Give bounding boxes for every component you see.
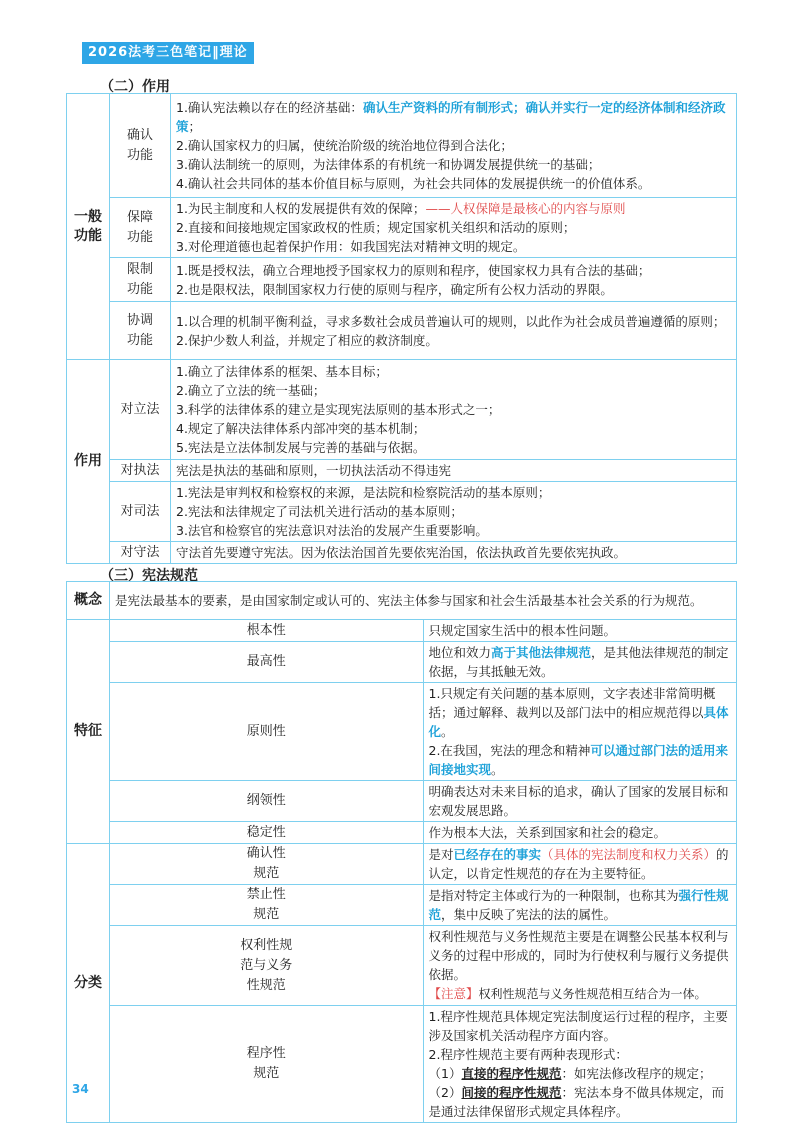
content-cell [423,642,737,683]
content-cell [171,482,737,542]
text-run: 是对 [428,847,454,862]
norms-table [66,581,737,1123]
text-run: ，是其他法律规范的制定依据，与其抵触无效。 [428,645,729,679]
text-run: 守法首先要遵守宪法。因为依法治国首先要依宪治国，依法执政首先要依宪执政。 [176,545,627,560]
text-run: 宪法是执法的基础和原则，一切执法活动不得违宪 [176,463,452,478]
content-line [176,312,731,331]
header-badge: 2026法考三色笔记‖理论 [82,42,254,64]
content-line [176,218,731,237]
table-row [67,781,737,822]
content-line [176,502,731,521]
content-line [176,461,731,480]
content-line [429,621,732,640]
text-run: 权利性规范与义务性规范主要是在调整公民基本权利与义务的过程中形成的，同时为行使权利与履行义务提供依据。 [428,929,729,982]
subcategory-cell: 对立法 [110,360,171,460]
content-line [176,521,731,540]
content-cell [171,460,737,482]
section-title-function: （二）作用 [100,79,170,95]
text-run: ：如宪法修改程序的规定； [561,1066,712,1081]
text-run: 3.科学的法律体系的建立是实现宪法原则的基本形式之一； [176,402,501,417]
subcategory-cell: 对守法 [110,542,171,564]
table-row [67,198,737,258]
content-line [176,483,731,502]
content-cell [423,781,737,822]
general-function-category-cell: 一般 功能 [67,94,110,360]
table-row [67,642,737,683]
text-run: 明确表达对未来目标的追求，确认了国家的发展目标和宏观发展思路。 [428,784,729,818]
concept-category-cell: 概念 [67,582,110,620]
subcategory-cell: 原则性 [110,683,424,781]
table-row [67,542,737,564]
text-run: 2.直接和间接地规定国家政权的性质；规定国家机关组织和活动的原则； [176,220,576,235]
content-cell [171,94,737,198]
text-run: 1.程序性规范具体规定宪法制度运行过程的程序，主要涉及国家机关活动程序方面内容。 [428,1009,728,1043]
highlight-text: （具体的宪法制度和权力关系） [541,847,717,862]
text-run: ，集中反映了宪法的法的属性。 [441,907,617,922]
content-cell [423,844,737,885]
content-line [176,261,731,280]
subcategory-cell: 禁止性 规范 [110,885,424,926]
content-line [176,237,731,256]
text-run: 2.确认国家权力的归属，使统治阶级的统治地位得到合法化； [176,138,513,153]
text-run: 1.宪法是审判权和检察权的来源，是法院和检察院活动的基本原则； [176,485,551,500]
highlight-text: 间接的程序性规范 [461,1085,562,1100]
subcategory-cell: 协调 功能 [110,302,171,360]
page-number: 34 [72,1082,89,1096]
text-run: 2.程序性规范主要有两种表现形式： [428,1047,628,1062]
subcategory-cell: 对执法 [110,460,171,482]
content-line [176,400,731,419]
text-run: 的认定，以肯定性规范的存在为主要特征。 [428,847,729,881]
table-row [67,683,737,781]
table-row [67,94,737,198]
subcategory-cell: 最高性 [110,642,424,683]
content-line [429,741,732,779]
subcategory-cell: 根本性 [110,620,424,642]
content-line [429,684,732,741]
text-run: 3.确认法制统一的原则，为法律体系的有机统一和协调发展提供统一的基础； [176,157,601,172]
content-line [429,927,732,984]
highlight-text: 直接的程序性规范 [461,1066,562,1081]
text-run: 2.在我国，宪法的理念和精神 [428,743,591,758]
features-category-cell: 特征 [67,620,110,844]
content-line [176,381,731,400]
content-line [176,199,731,218]
function-table [66,93,737,564]
subcategory-cell: 限制 功能 [110,258,171,302]
content-line [429,886,732,924]
content-line [176,438,731,457]
text-run: 2.也是限权法，限制国家权力行使的原则与程序，确定所有公权力活动的界限。 [176,281,613,297]
text-run: 3.对伦理道德也起着保护作用：如我国宪法对精神文明的规定。 [176,239,526,254]
subcategory-cell: 权利性规 范与义务 性规范 [110,926,424,1006]
concept-content-cell: 是宪法最基本的要素，是由国家制定或认可的、宪法主体参与国家和社会生活最基本社会关系的行为规范。 [110,582,737,620]
text-run: 4.规定了解决法律体系内部冲突的基本机制； [176,421,426,436]
subcategory-cell: 稳定性 [110,822,424,844]
text-run: 1.既是授权法，确立合理地授予国家权力的原则和程序，使国家权力具有合法的基础； [176,262,651,278]
content-line [176,543,731,562]
text-run: 1.只规定有关问题的基本原则，文字表述非常简明概括；通过解释、裁判以及部门法中的相应规范得以 [428,686,716,720]
subcategory-cell: 确认 功能 [110,94,171,198]
subcategory-cell: 纲领性 [110,781,424,822]
content-line [429,1064,732,1083]
content-line [429,1083,732,1121]
content-cell [171,542,737,564]
table-row [67,360,737,460]
table-row [67,885,737,926]
table-row [67,482,737,542]
highlight-text: 具体化 [428,705,729,739]
text-run: 2.保护少数人利益，并规定了相应的救济制度。 [176,332,438,348]
highlight-text: ——人权保障是最核心的内容与原则 [425,201,626,216]
content-line [429,1045,732,1064]
table-row [67,460,737,482]
table-row [67,1006,737,1123]
content-line [429,984,732,1004]
highlight-text: 【注意】 [428,986,479,1001]
effect-category-cell: 作用 [67,360,110,564]
text-run: ：宪法本身不做具体规定，而是通过法律保留形式规定具体程序。 [428,1085,724,1119]
subcategory-cell: 对司法 [110,482,171,542]
table-row [67,258,737,302]
text-run: 。 [491,762,504,777]
subcategory-cell: 确认性 规范 [110,844,424,885]
content-line [176,136,731,155]
text-run: 1.为民主制度和人权的发展提供有效的保障； [176,201,426,216]
content-line [429,1007,732,1045]
text-run: （2） [428,1085,462,1100]
content-cell [423,926,737,1006]
highlight-text: 强行性规范 [428,888,729,922]
content-cell [171,258,737,302]
text-run: ； [188,119,202,134]
subcategory-cell: 保障 功能 [110,198,171,258]
content-line [429,782,732,820]
section-title-norms: （三）宪法规范 [100,568,198,584]
content-line [429,643,732,681]
content-cell [423,620,737,642]
text-run: 5.宪法是立法体制发展与完善的基础与依据。 [176,440,426,455]
content-line [176,419,731,438]
content-cell [171,360,737,460]
text-run: 地位和效力 [428,645,492,660]
text-run: 1.确立了法律体系的框架、基本目标； [176,364,388,379]
content-cell [171,198,737,258]
text-run: 2.确立了立法的统一基础； [176,383,326,398]
content-cell [423,885,737,926]
highlight-text: 已经存在的事实 [453,847,542,862]
content-line [429,823,732,842]
highlight-text: 高于其他法律规范 [491,645,592,660]
content-line [176,362,731,381]
classification-category-cell: 分类 [67,844,110,1123]
content-line [429,845,732,883]
text-run: 1.确认宪法赖以存在的经济基础： [176,100,363,115]
content-line [176,98,731,136]
table-row [67,844,737,885]
text-run: 1.以合理的机制平衡利益，寻求多数社会成员普遍认可的规则，以此作为社会成员普遍遵循的原则； [176,313,726,329]
text-run: 作为根本大法，关系到国家和社会的稳定。 [428,825,667,840]
highlight-text: 确认生产资料的所有制形式；确认并实行一定的经济体制和经济政策 [176,100,726,134]
subcategory-cell: 程序性 规范 [110,1006,424,1123]
table-row [67,302,737,360]
content-cell [423,1006,737,1123]
content-line [176,174,731,193]
table-row [67,822,737,844]
text-run: 2.宪法和法律规定了司法机关进行活动的基本原则； [176,504,463,519]
text-run: 是指对特定主体或行为的一种限制，也称其为 [428,888,679,903]
content-cell [423,822,737,844]
text-run: （1） [428,1066,462,1081]
content-line [176,280,731,299]
text-run: 只规定国家生活中的根本性问题。 [428,623,617,638]
table-row [67,582,737,620]
table-row [67,620,737,642]
highlight-text: 可以通过部门法的适用来间接地实现 [428,743,728,777]
highlight-text: 权利性规范与义务性规范相互结合为一体。 [478,987,707,1001]
content-cell [171,302,737,360]
table-row [67,926,737,1006]
content-cell [423,683,737,781]
content-line [176,331,731,350]
content-line [176,155,731,174]
text-run: 4.确认社会共同体的基本价值目标与原则，为社会共同体的发展提供统一的价值体系。 [176,176,651,191]
text-run: 。 [441,724,454,739]
text-run: 3.法官和检察官的宪法意识对法治的发展产生重要影响。 [176,523,488,538]
